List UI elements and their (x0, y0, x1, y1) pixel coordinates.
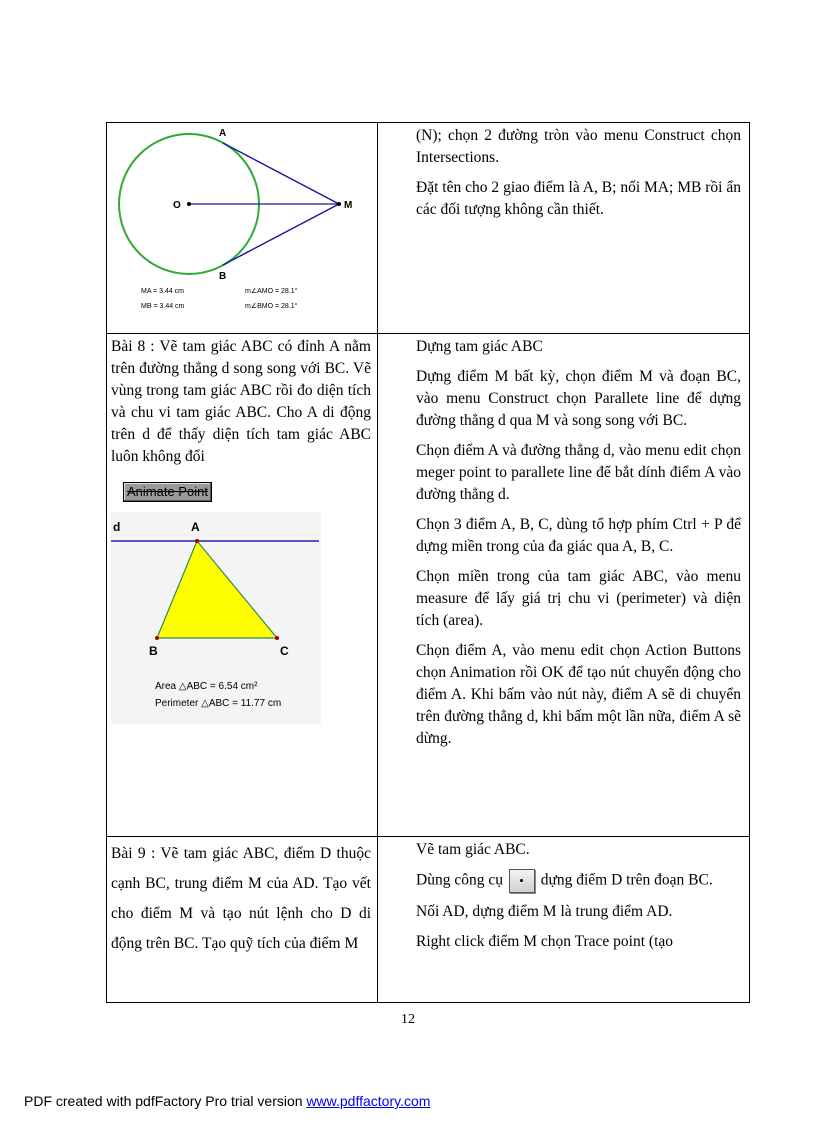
point-c (275, 636, 279, 640)
exercise-8-text: Bài 8 : Vẽ tam giác ABC có đỉnh A nằm trên đường thẳng d song song với BC. Vẽ vùng trong tam giác ABC rồi đo diện tích và chu vi tam giác ABC. Cho A di động trên d để thấy diện tích tam giác ABC luôn không đổi (111, 338, 371, 465)
paragraph: (N); chọn 2 đường tròn vào menu Construct chọn Intersections. (416, 127, 741, 166)
label-b: B (219, 271, 227, 282)
point-m (337, 202, 341, 206)
table-row (107, 334, 750, 837)
label-o: O (173, 200, 181, 211)
paragraph: Chọn điểm A và đường thẳng d, vào menu edit chọn meger point to parallete line để bắt dính điểm A vào đường thẳng d. (416, 442, 741, 503)
table-row (107, 123, 750, 334)
label-a: A (219, 128, 227, 139)
point-a (195, 539, 199, 543)
paragraph: Chọn miền trong của tam giác ABC, vào menu measure để lấy giá trị chu vi (perimeter) và diện tích (area). (416, 568, 741, 629)
measure-bmo: m∠BMO = 28.1° (245, 303, 298, 310)
paragraph: Dựng điểm M bất kỳ, chọn điểm M và đoạn BC, vào menu Construct chọn Parallete line để dựng đường thẳng d qua M và song song với BC. (416, 368, 741, 429)
label-c: C (280, 644, 289, 658)
triangle-figure (107, 512, 377, 732)
exercise-8-cell (107, 334, 378, 837)
paragraph: Right click điểm M chọn Trace point (tạo (416, 933, 674, 950)
label-d: d (113, 520, 121, 534)
segment-ma (223, 143, 339, 204)
paragraph: Nối AD, dựng điểm M là trung điểm AD. (416, 903, 673, 920)
animate-point-label: Animate Point (127, 484, 208, 499)
measure-ma: MA = 3.44 cm (141, 288, 184, 295)
measure-mb: MB = 3.44 cm (141, 303, 185, 310)
perimeter-measure: Perimeter △ABC = 11.77 cm (155, 698, 282, 709)
exercise-9-text: Bài 9 : Vẽ tam giác ABC, điểm D thuộc cạnh BC, trung điểm M của AD. Tạo vết cho điểm M và tạo nút lệnh cho D di động trên BC. Tạo quỹ tích của điểm M (111, 845, 371, 952)
instructions-cell (378, 123, 750, 334)
paragraph-text: dựng điểm D trên đoạn BC. (540, 871, 713, 889)
label-a: A (191, 520, 200, 534)
paragraph: Vẽ tam giác ABC. (416, 841, 530, 858)
animate-point-button[interactable] (123, 482, 212, 502)
paragraph (416, 869, 741, 893)
paragraph: Chọn 3 điểm A, B, C, dùng tổ hợp phím Ctrl + P để dựng miền trong của đa giác qua A, B, C. (416, 516, 741, 555)
paragraph-text: Dùng công cụ (416, 871, 503, 889)
paragraph: Dựng tam giác ABC (416, 338, 543, 355)
exercise-9-cell (107, 837, 378, 1003)
content-table (106, 122, 750, 1003)
instructions-cell (378, 334, 750, 837)
area-measure: Area △ABC = 6.54 cm² (155, 681, 258, 692)
table-row (107, 837, 750, 1003)
paragraph: Đặt tên cho 2 giao điểm là A, B; nối MA; MB rồi ẩn các đối tượng không cần thiết. (416, 179, 741, 218)
segment-mb (223, 204, 339, 265)
point-b (155, 636, 159, 640)
measure-amo: m∠AMO = 28.1° (245, 288, 298, 295)
footer-link[interactable]: www.pdffactory.com (306, 1093, 431, 1109)
point-o (187, 202, 191, 206)
label-b: B (149, 644, 158, 658)
page-number: 12 (401, 1012, 415, 1027)
instructions-cell (378, 837, 750, 1003)
footer-text: PDF created with pdfFactory Pro trial version (24, 1093, 307, 1109)
label-m: M (344, 200, 353, 211)
paragraph: Chọn điểm A, vào menu edit chọn Action Buttons chọn Animation rồi OK để tạo nút chuyển động cho điểm A. Khi bấm vào nút này, điểm A sẽ di chuyển trên đường thẳng d, khi bấm một lần nữa, điểm A sẽ dừng. (416, 642, 741, 747)
pdf-footer (24, 1093, 430, 1109)
tangent-figure (107, 123, 377, 328)
point-tool-icon (509, 869, 535, 893)
figure-cell (107, 123, 378, 334)
